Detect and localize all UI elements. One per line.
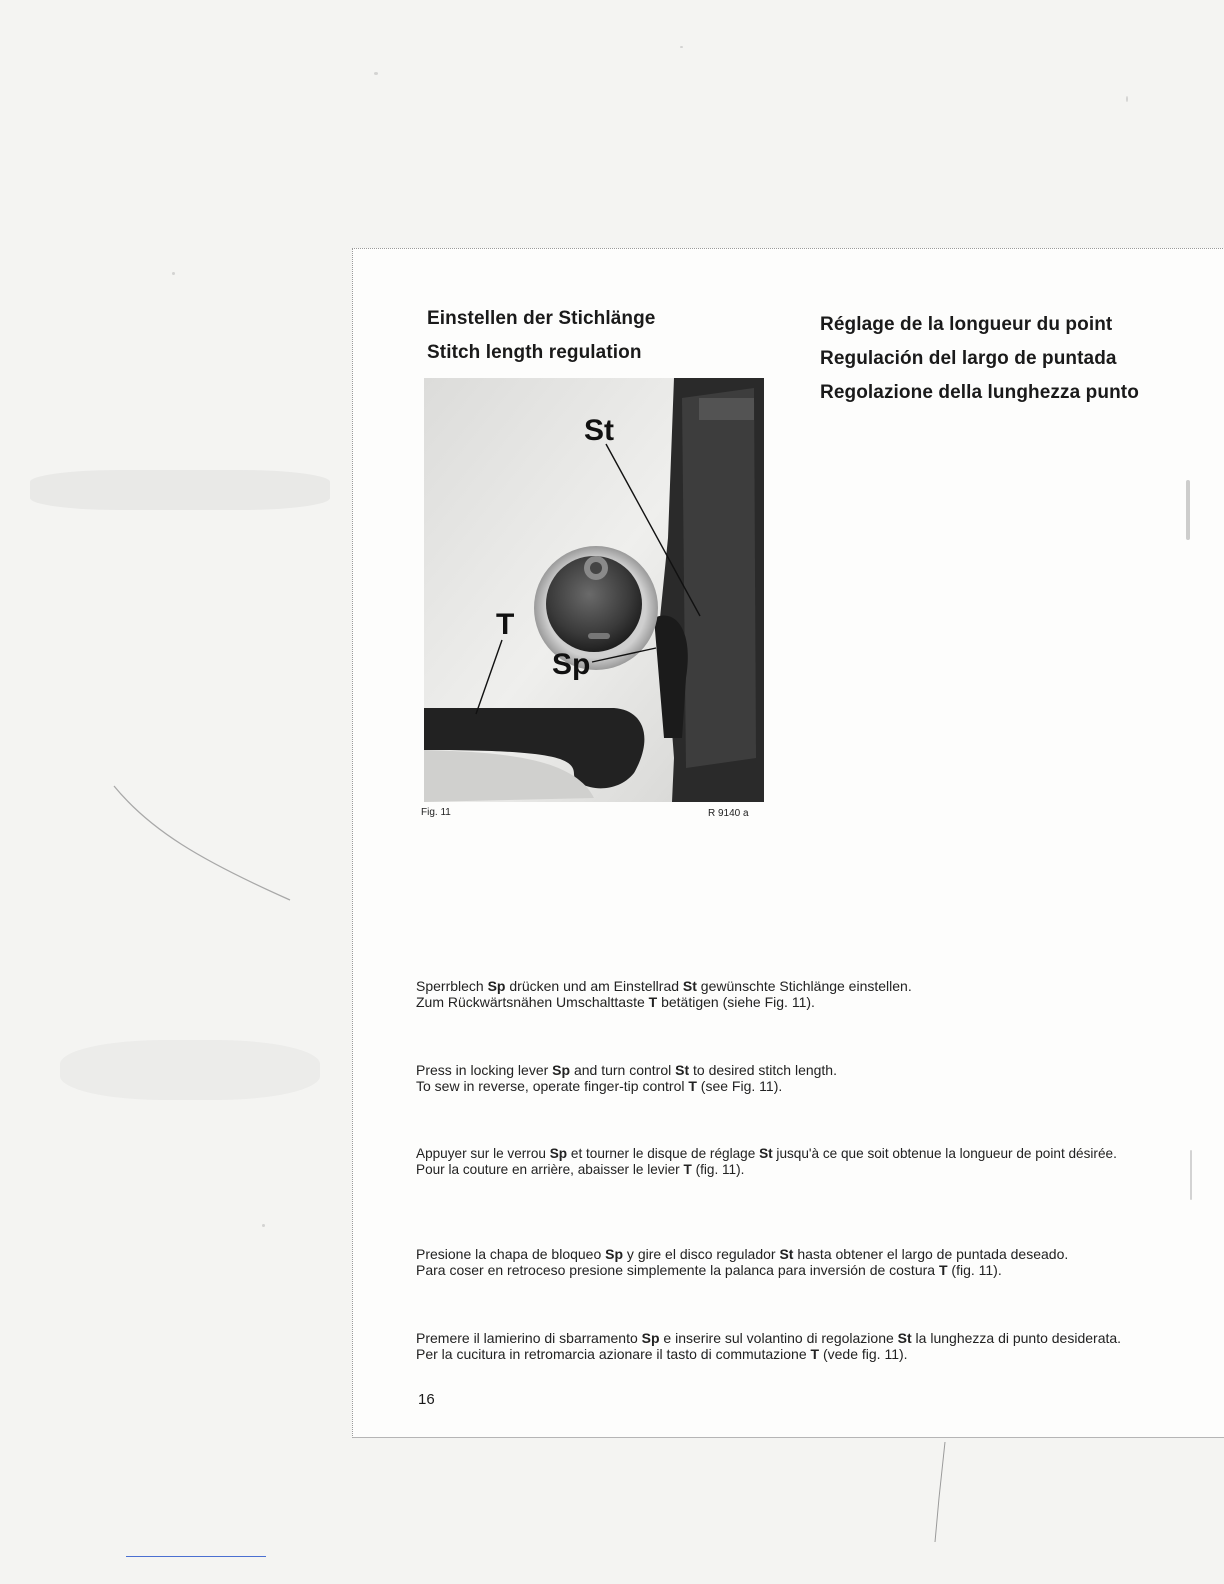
paragraph-line: Per la cucitura in retromarcia azionare il tasto di commutazione T (vede fig. 11).: [416, 1346, 908, 1362]
heading-french: Réglage de la longueur du point: [820, 314, 1113, 335]
paragraph-line: Para coser en retroceso presione simplemente la palanca para inversión de costura T (fig. 11).: [416, 1262, 1002, 1278]
heading-spanish: Regulación del largo de puntada: [820, 348, 1117, 369]
paragraph-spanish: [416, 1246, 1176, 1278]
paragraph-line: Appuyer sur le verrou Sp et tourner le disque de réglage St jusqu'à ce que soit obtenue la longueur de point désirée.: [416, 1146, 1117, 1161]
figure-reference: R 9140 a: [708, 808, 749, 819]
bottom-rule: [126, 1556, 266, 1557]
scan-stroke-bottom: [925, 1438, 955, 1548]
paragraph-line: Premere il lamierino di sbarramento Sp e inserire sul volantino di regolazione St la lunghezza di punto desiderata.: [416, 1330, 1122, 1346]
paragraph-line: Pour la couture en arrière, abaisser le levier T (fig. 11).: [416, 1162, 745, 1177]
paragraph-english: [416, 1062, 1156, 1094]
figure-caption: Fig. 11: [421, 807, 451, 818]
page-number: 16: [418, 1391, 435, 1408]
label-sp: Sp: [552, 648, 591, 681]
figure-photo: [424, 378, 764, 802]
paragraph-line: To sew in reverse, operate finger-tip control T (see Fig. 11).: [416, 1078, 783, 1094]
paragraph-french: [416, 1146, 1156, 1178]
paragraph-line: Sperrblech Sp drücken und am Einstellrad St gewünschte Stichlänge einstellen.: [416, 978, 912, 994]
paragraph-italian: [416, 1330, 1156, 1362]
paragraph-line: Zum Rückwärtsnähen Umschalttaste T betätigen (siehe Fig. 11).: [416, 994, 815, 1010]
scan-stroke: [110, 780, 310, 910]
heading-german: Einstellen der Stichlänge: [427, 308, 656, 329]
heading-english: Stitch length regulation: [427, 342, 642, 363]
paragraph-line: Presione la chapa de bloqueo Sp y gire el disco regulador St hasta obtener el largo de puntada deseado.: [416, 1246, 1069, 1262]
label-st: St: [584, 414, 614, 447]
heading-italian: Regolazione della lunghezza punto: [820, 382, 1139, 403]
paragraph-german: [416, 978, 1156, 1010]
label-t: T: [496, 608, 515, 641]
paragraph-line: Press in locking lever Sp and turn control St to desired stitch length.: [416, 1062, 837, 1078]
